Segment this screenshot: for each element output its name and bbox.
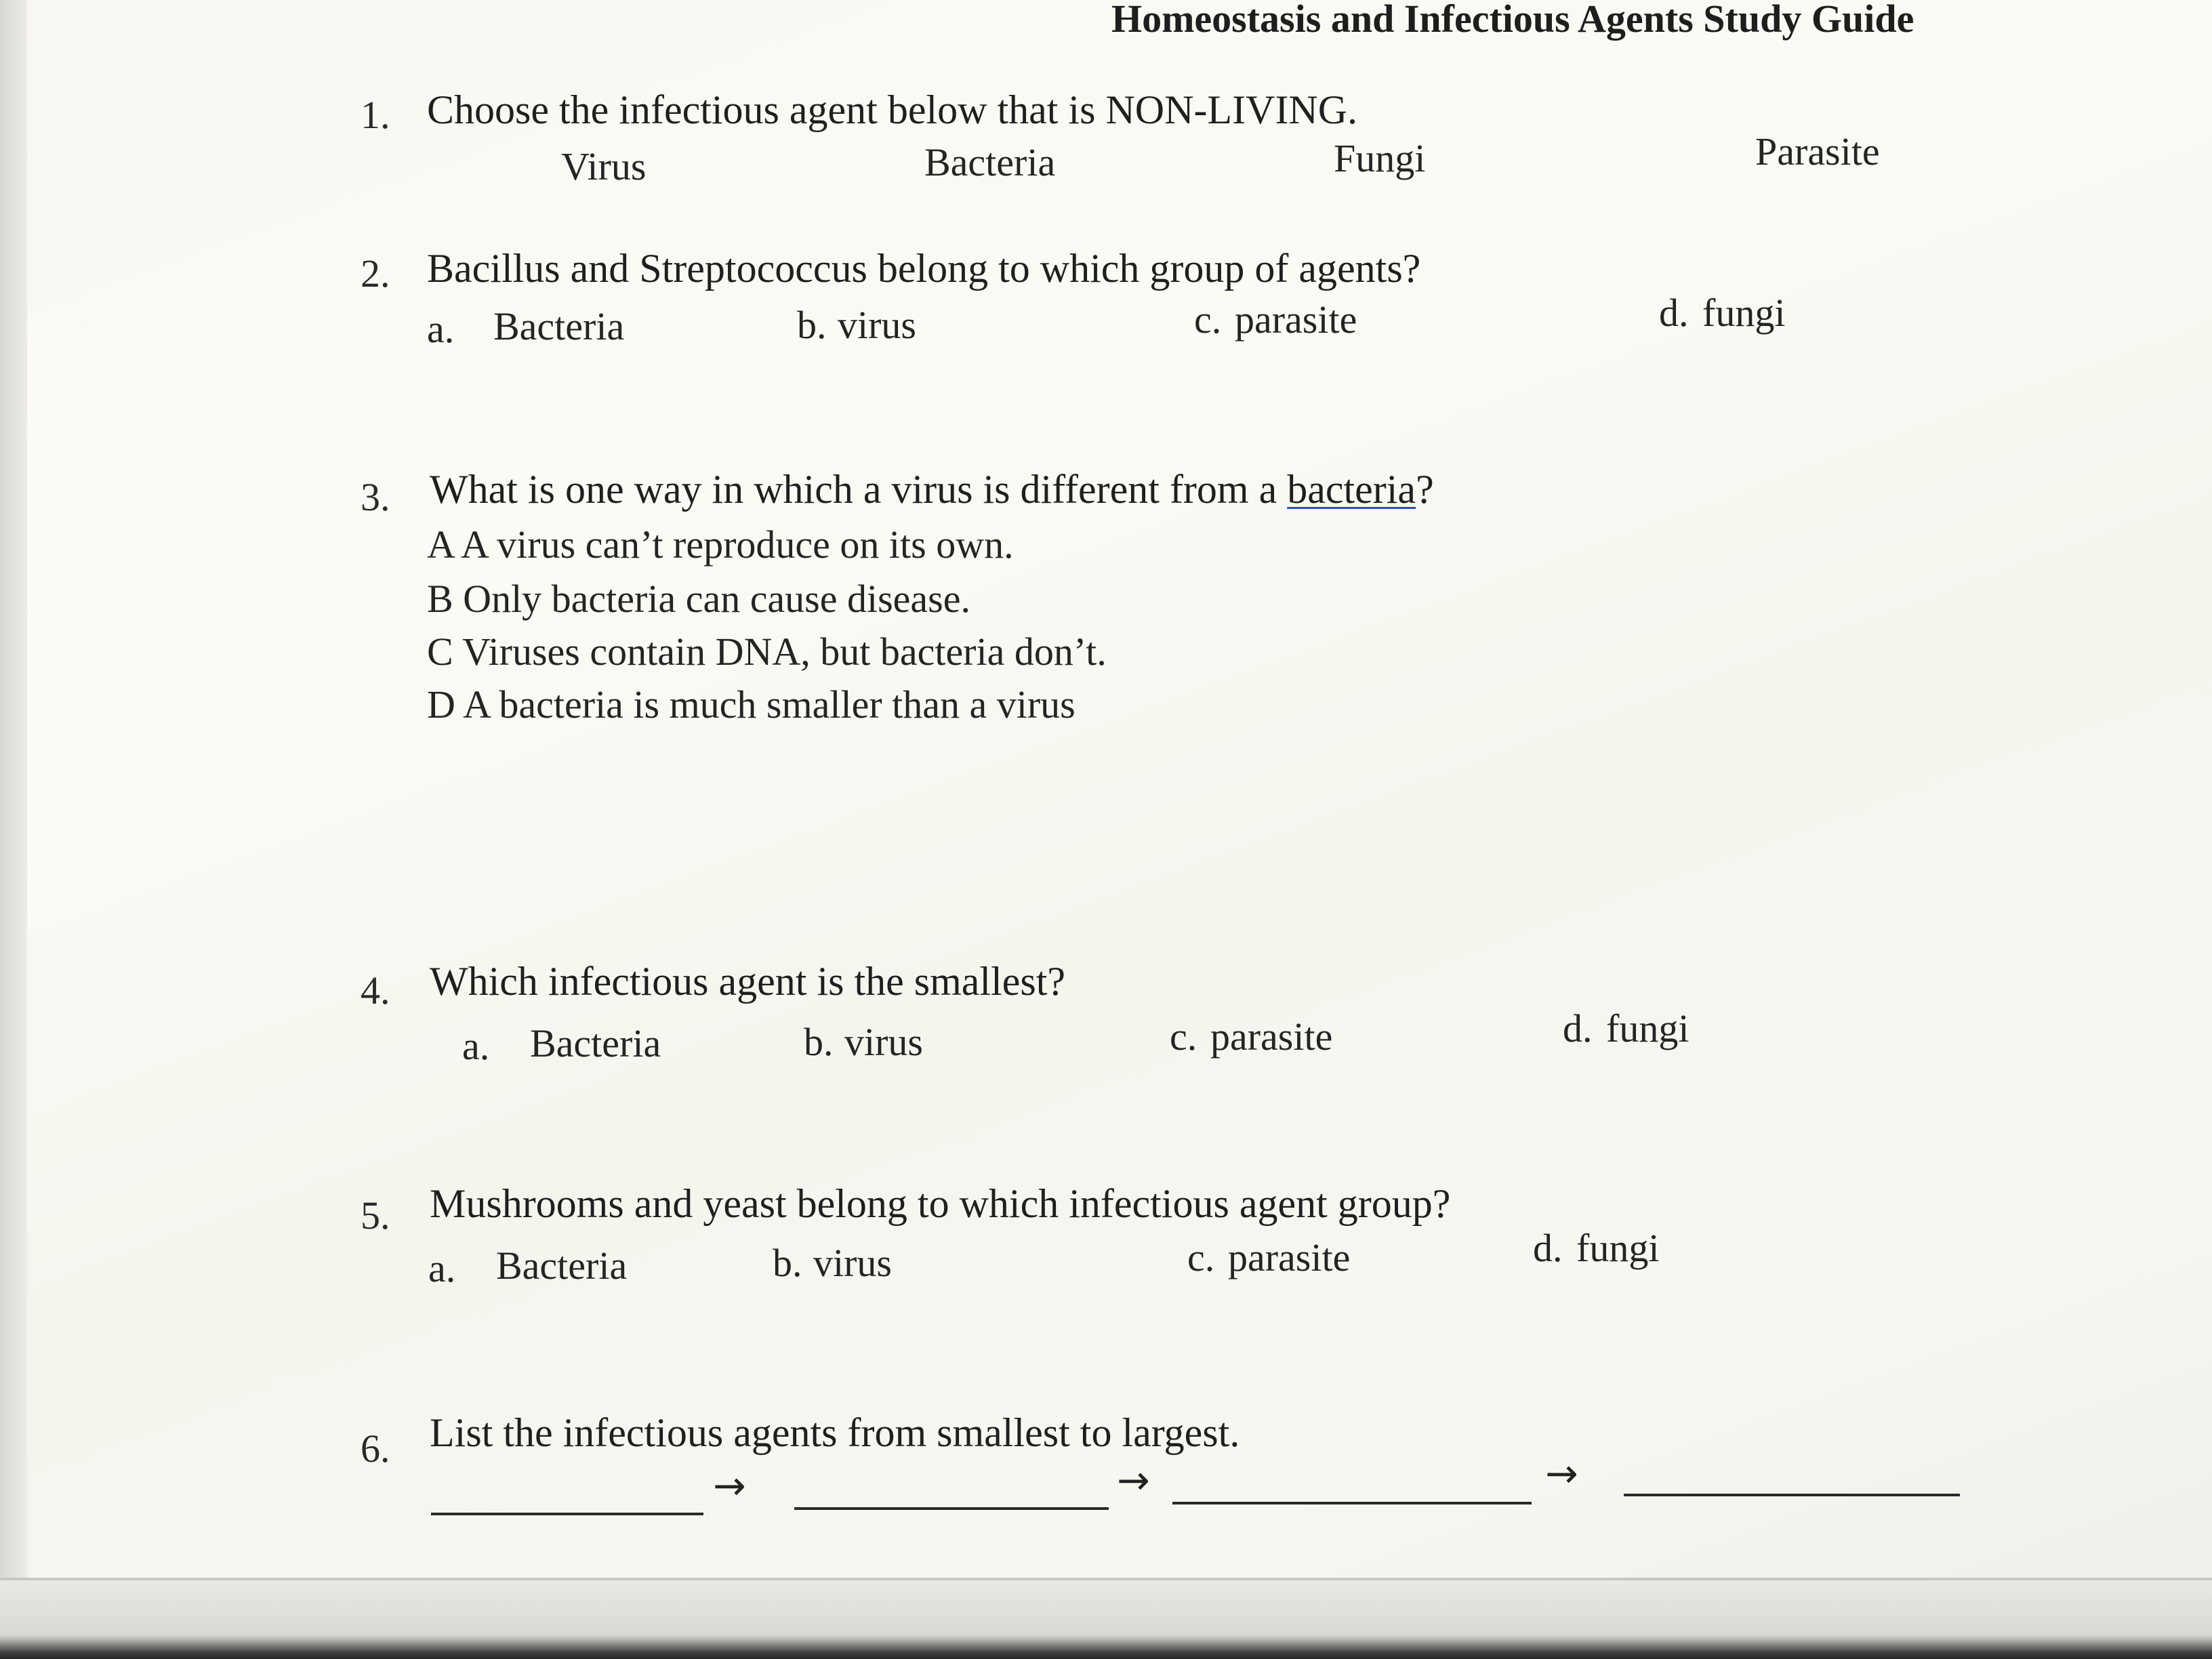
- question-4-option-b: virus: [844, 1020, 923, 1064]
- question-4-letter-d: d.: [1563, 1006, 1593, 1050]
- question-1-option-fungi: Fungi: [1334, 136, 1426, 180]
- question-4-letter-b: b.: [804, 1020, 834, 1064]
- monitor-left-edge: [0, 0, 27, 1659]
- arrow-icon: →: [1545, 1450, 1578, 1496]
- question-3-text-after: ?: [1416, 467, 1434, 512]
- question-3-text: [430, 466, 1434, 513]
- question-2-number: 2.: [361, 251, 390, 295]
- question-4-option-a: Bacteria: [530, 1021, 661, 1065]
- question-4-text: Which infectious agent is the smallest?: [430, 959, 1066, 1004]
- answer-blank-4: [1624, 1494, 1960, 1496]
- monitor-bottom-bezel: [0, 1580, 2212, 1659]
- question-3-spellcheck-word: bacteria: [1287, 467, 1416, 512]
- answer-blank-2: [794, 1507, 1109, 1510]
- question-1-option-parasite: Parasite: [1755, 129, 1880, 173]
- question-5-text: Mushrooms and yeast belong to which infectious agent group?: [430, 1181, 1451, 1226]
- question-5-letter-d: d.: [1533, 1226, 1563, 1270]
- question-2-option-c: parasite: [1235, 298, 1357, 342]
- question-4-letter-c: c.: [1170, 1015, 1197, 1059]
- question-6-text: List the infectious agents from smallest to largest.: [430, 1410, 1240, 1455]
- question-5-letter-a: a.: [428, 1246, 456, 1290]
- question-3-option-c: C Viruses contain DNA, but bacteria don’t.: [427, 630, 1107, 674]
- question-1-number: 1.: [361, 93, 390, 137]
- question-3-option-b: B Only bacteria can cause disease.: [427, 577, 970, 621]
- answer-blank-1: [431, 1513, 703, 1515]
- question-3-option-a: A A virus can’t reproduce on its own.: [427, 523, 1014, 567]
- question-2-option-d: fungi: [1702, 291, 1786, 335]
- question-5-letter-c: c.: [1187, 1235, 1215, 1279]
- question-6-number: 6.: [361, 1427, 390, 1471]
- question-4-option-d: fungi: [1606, 1006, 1689, 1050]
- question-4-option-c: parasite: [1210, 1015, 1333, 1059]
- question-3-option-d: D A bacteria is much smaller than a virus: [427, 682, 1076, 726]
- question-2-letter-d: d.: [1659, 291, 1689, 335]
- question-5-number: 5.: [361, 1193, 390, 1237]
- question-4-number: 4.: [361, 968, 390, 1012]
- page-title: Homeostasis and Infectious Agents Study Guide: [1111, 0, 1914, 41]
- question-5-option-c: parasite: [1228, 1235, 1351, 1279]
- question-3-number: 3.: [361, 475, 390, 519]
- question-2-letter-c: c.: [1194, 298, 1222, 342]
- arrow-icon: →: [713, 1462, 746, 1509]
- question-2-option-b: virus: [838, 303, 916, 347]
- question-5-letter-b: b.: [773, 1241, 802, 1285]
- question-2-option-a: Bacteria: [493, 304, 625, 348]
- arrow-icon: →: [1117, 1457, 1150, 1503]
- answer-blank-3: [1172, 1502, 1532, 1504]
- question-1-option-virus: Virus: [561, 144, 647, 188]
- question-5-option-d: fungi: [1576, 1226, 1660, 1270]
- question-5-option-b: virus: [813, 1241, 892, 1285]
- question-1-option-bacteria: Bacteria: [924, 140, 1056, 184]
- question-3-text-before: What is one way in which a virus is different from a: [430, 467, 1288, 512]
- question-2-text: Bacillus and Streptococcus belong to which group of agents?: [427, 246, 1421, 291]
- question-5-option-a: Bacteria: [496, 1244, 628, 1288]
- question-4-letter-a: a.: [462, 1024, 490, 1068]
- question-1-text: Choose the infectious agent below that is NON-LIVING.: [427, 87, 1358, 132]
- question-2-letter-b: b.: [797, 303, 827, 347]
- question-2-letter-a: a.: [427, 307, 455, 351]
